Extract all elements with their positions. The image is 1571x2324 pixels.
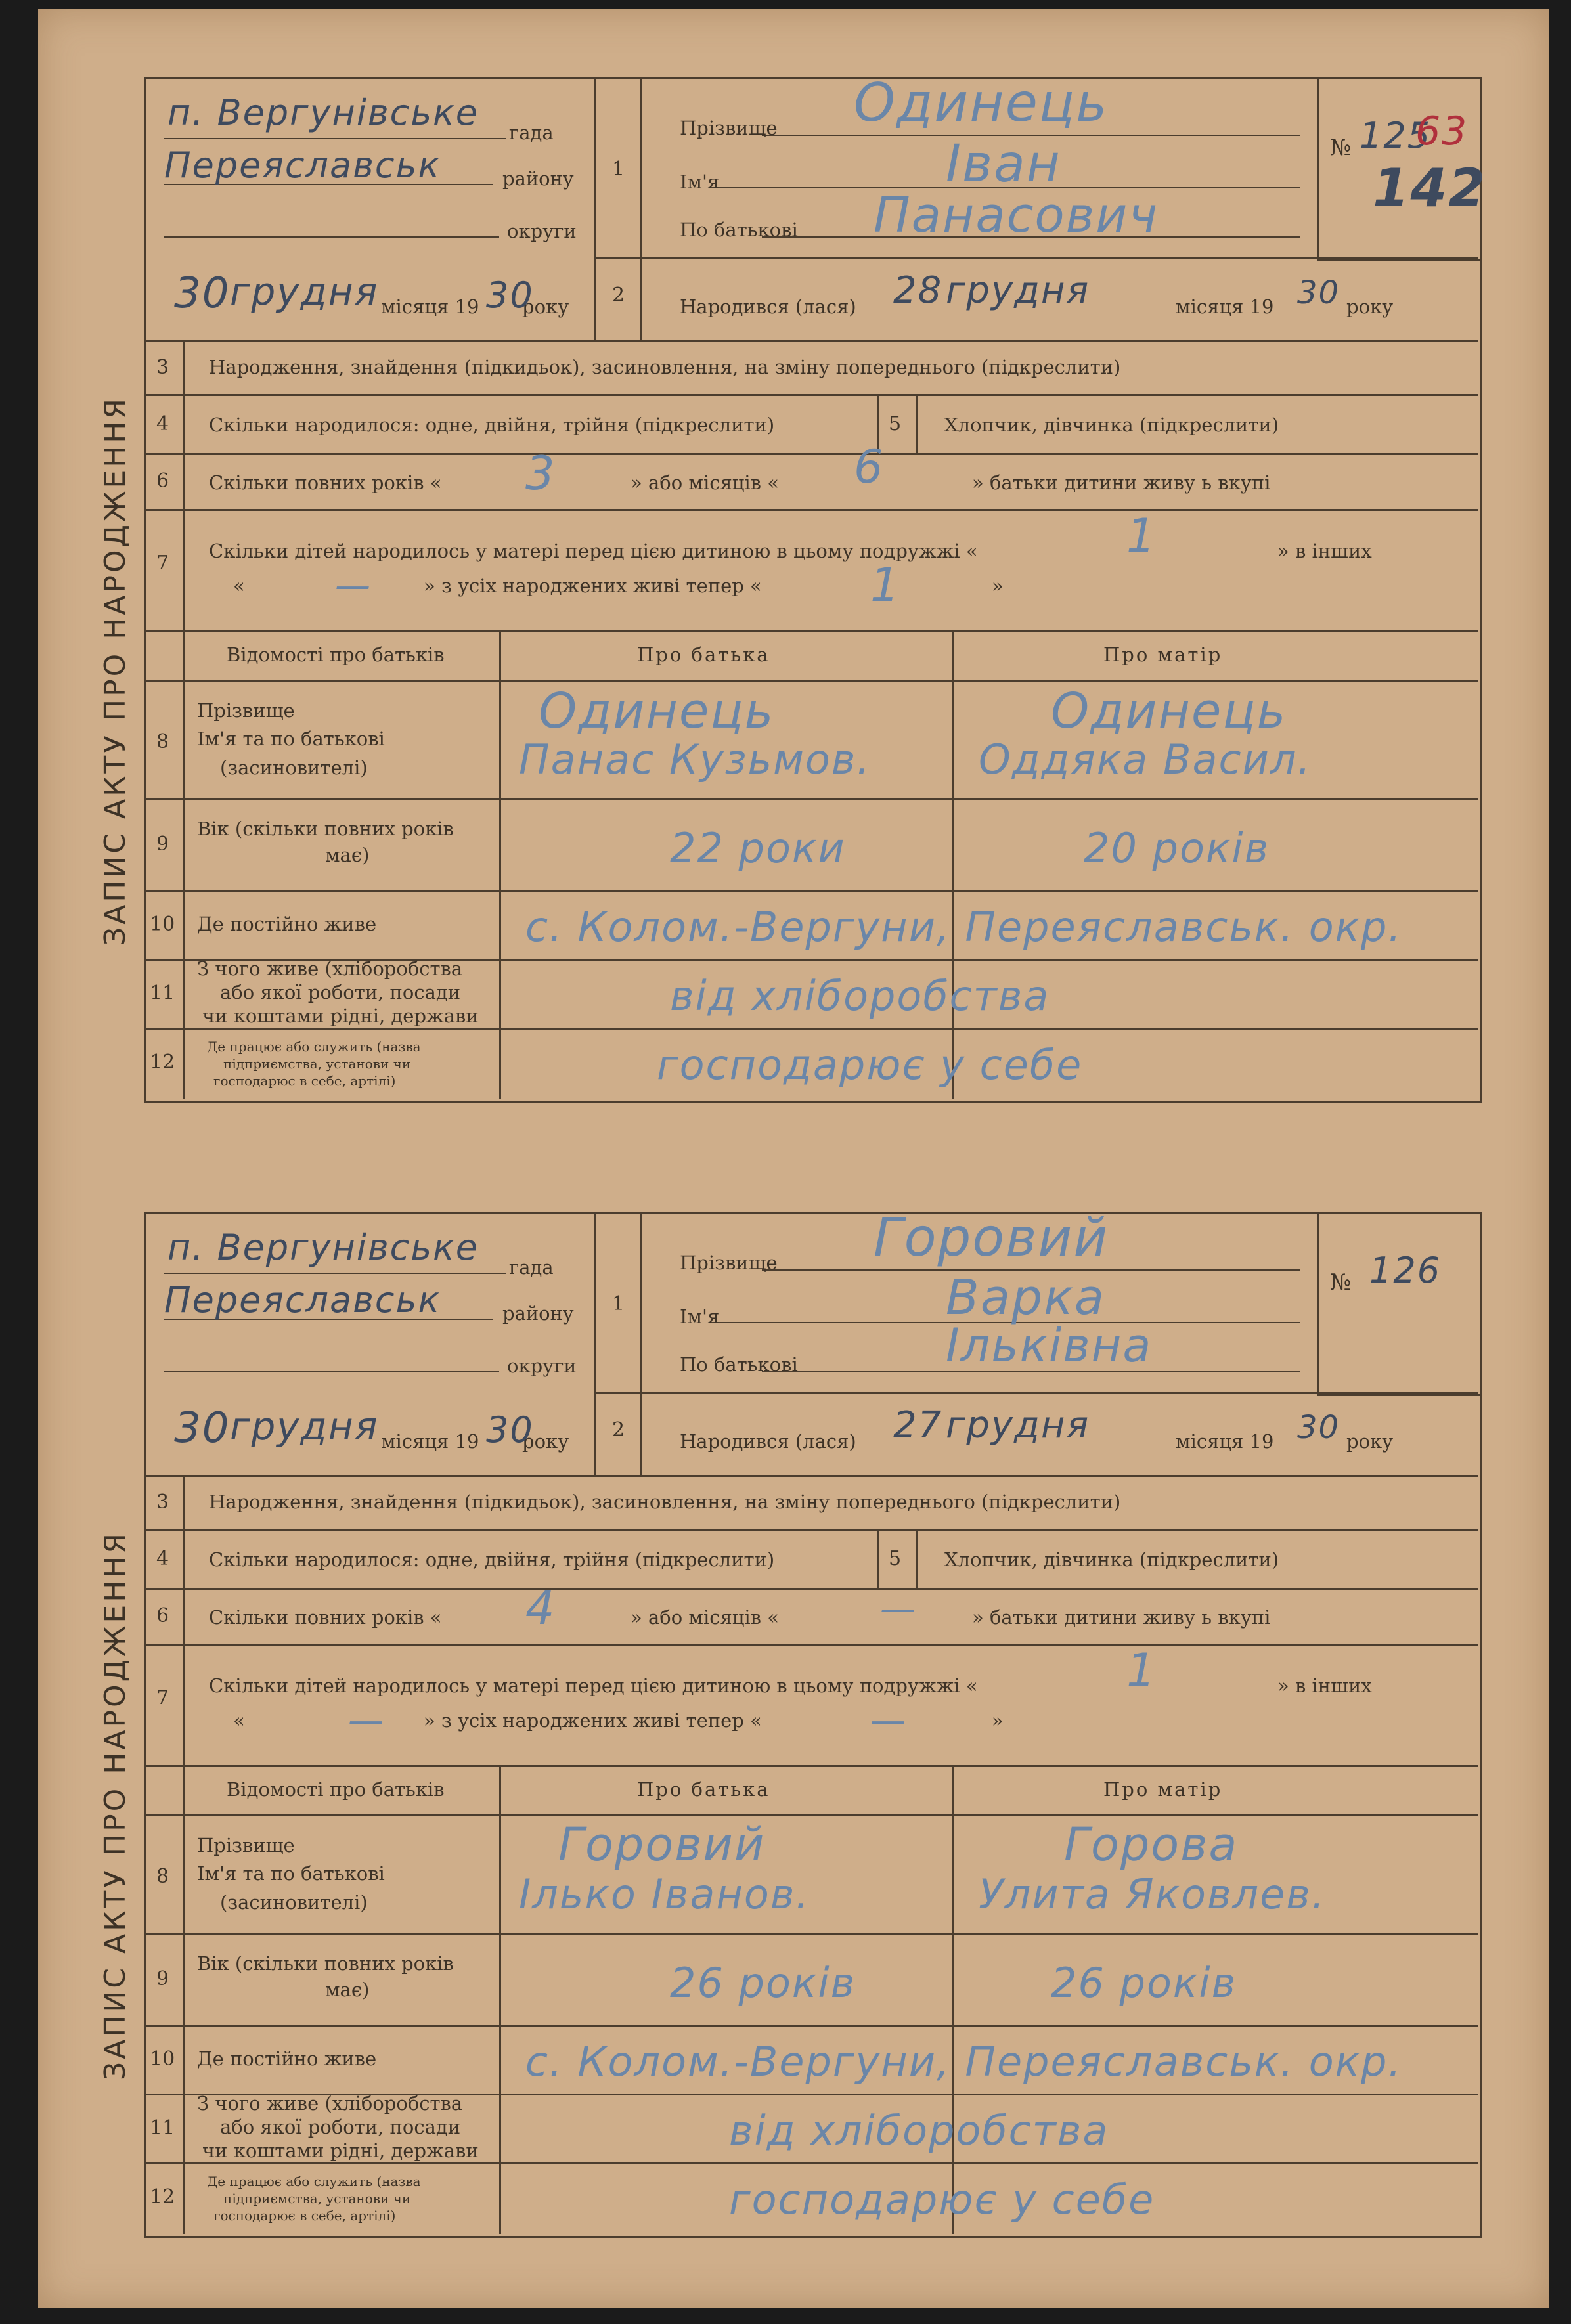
row-number: 12 xyxy=(150,2185,175,2208)
label-okrugy: округи xyxy=(507,1355,577,1377)
hw-mother-surname: Одинець xyxy=(1051,683,1287,739)
row-number: 7 xyxy=(156,552,169,575)
hw-father-surname: Горовий xyxy=(558,1818,766,1872)
hw-number-red: 63 xyxy=(1415,108,1469,154)
hw-alive: — xyxy=(870,1699,907,1741)
hw-place2: Переяславськ xyxy=(164,144,441,186)
label-r8a: Прізвище xyxy=(197,699,295,722)
hw-number-a: 125 xyxy=(1360,115,1432,156)
row-number: 8 xyxy=(156,730,169,753)
label-born: Народився (лася) xyxy=(680,296,856,318)
hw-mother-name: Оддяка Васил. xyxy=(979,735,1312,783)
header-father: Про батька xyxy=(637,1778,770,1801)
row-number: 2 xyxy=(612,1418,625,1441)
hw-reg-day: 30 xyxy=(174,269,231,318)
hw-number-a: 126 xyxy=(1369,1250,1442,1291)
row-number: 5 xyxy=(889,412,902,435)
hw-birth-day: 28 xyxy=(893,269,943,312)
label-row7a: Скільки дітей народилось у матері перед цією дитиною в цьому подружжі « xyxy=(209,1675,978,1697)
label-r8b: Ім'я та по батькові xyxy=(197,1862,385,1885)
row-number: 6 xyxy=(156,470,169,493)
row-number: 4 xyxy=(156,412,169,435)
label-r12c: господарює в себе, артілі) xyxy=(213,2208,396,2224)
label-row7b: » в інших xyxy=(1277,1675,1372,1697)
header-parent-info: Відомості про батьків xyxy=(227,644,445,666)
row-number: 4 xyxy=(156,1547,169,1570)
hw-children-other: — xyxy=(335,565,372,606)
vertical-title: ЗАПИС АКТУ ПРО НАРОДЖЕННЯ xyxy=(99,1531,132,2080)
hw-work: господарює у себе xyxy=(657,1041,1083,1089)
header-mother: Про матір xyxy=(1103,1778,1223,1801)
hw-father-name: Панас Кузьмов. xyxy=(519,735,872,783)
hw-father-age: 26 років xyxy=(670,1959,856,2007)
hw-birth-day: 27 xyxy=(893,1404,943,1447)
label-r9b: має) xyxy=(325,844,370,866)
number-box xyxy=(1317,1212,1482,1396)
hw-surname: Горовий xyxy=(874,1207,1109,1268)
row-number: 8 xyxy=(156,1865,169,1888)
hw-name: Варка xyxy=(946,1269,1106,1326)
label-born: Народився (лася) xyxy=(680,1430,856,1453)
row-number: 6 xyxy=(156,1604,169,1627)
label-row7d: » з усіх народжених живі тепер « xyxy=(424,575,762,597)
label-row7d: » з усіх народжених живі тепер « xyxy=(424,1709,762,1732)
row-number: 1 xyxy=(612,158,625,181)
hw-father-surname: Одинець xyxy=(539,683,775,739)
label-r11c: чи коштами рідні, держави xyxy=(202,2139,479,2162)
hw-place1: п. Вергунівське xyxy=(167,92,479,133)
label-row6a: Скільки повних років « xyxy=(209,1606,442,1629)
label-reg-month: місяця 19 xyxy=(381,296,479,318)
hw-patronymic: Ільківна xyxy=(946,1319,1153,1372)
label-row7c: « xyxy=(233,575,245,597)
hw-reg-day: 30 xyxy=(174,1404,231,1453)
label-row6c: » батьки дитини живу ь вкупі xyxy=(972,1606,1271,1629)
hw-birth-year: 30 xyxy=(1297,274,1340,311)
label-row6a: Скільки повних років « xyxy=(209,471,442,494)
label-raionu: районy xyxy=(502,1302,574,1325)
label-raionu: районy xyxy=(502,167,574,190)
label-reg-year: року xyxy=(522,296,569,318)
label-r11a: З чого живе (хліборобства xyxy=(197,957,463,980)
hw-mother-age: 26 років xyxy=(1051,1959,1237,2007)
hw-residence: с. Колом.-Вергуни, Переяславськ. окр. xyxy=(525,903,1403,951)
label-gada: гада xyxy=(509,121,554,144)
hw-residence: с. Колом.-Вергуни, Переяславськ. окр. xyxy=(525,2038,1403,2086)
hw-number-b: 142 xyxy=(1373,158,1486,219)
label-patronymic: По батькові xyxy=(680,1353,798,1376)
label-row7e: » xyxy=(992,1709,1004,1732)
label-born-year: року xyxy=(1346,1430,1394,1453)
label-r9b: має) xyxy=(325,1979,370,2001)
row-number: 9 xyxy=(156,833,169,856)
row-number: 2 xyxy=(612,284,625,307)
hw-place2: Переяславськ xyxy=(164,1279,441,1321)
header-parent-info: Відомості про батьків xyxy=(227,1778,445,1801)
label-row4: Скільки народилося: одне, двійня, трійня (підкреслити) xyxy=(209,414,775,436)
vertical-title: ЗАПИС АКТУ ПРО НАРОДЖЕННЯ xyxy=(99,396,132,946)
label-born-month: місяця 19 xyxy=(1176,296,1274,318)
label-row3: Народження, знайдення (підкидьок), засиновлення, на зміну попереднього (підкреслити) xyxy=(209,356,1121,378)
label-name: Ім'я xyxy=(680,171,720,193)
row-number: 9 xyxy=(156,1967,169,1990)
label-number: № xyxy=(1330,135,1352,161)
label-row6c: » батьки дитини живу ь вкупі xyxy=(972,471,1271,494)
hw-work: господарює у себе xyxy=(729,2176,1155,2224)
label-r11b: або якої роботи, посади xyxy=(220,2116,461,2138)
hw-income: від хліборобства xyxy=(729,2107,1109,2155)
label-row6b: » або місяців « xyxy=(631,471,779,494)
label-row7e: » xyxy=(992,575,1004,597)
label-r12b: підприємства, установи чи xyxy=(223,2191,411,2206)
hw-patronymic: Панасович xyxy=(874,187,1159,244)
row-number: 3 xyxy=(156,1491,169,1514)
label-surname: Прізвище xyxy=(680,117,778,139)
hw-reg-month: грудня xyxy=(230,269,379,314)
label-r8c: (засиновителі) xyxy=(220,1891,368,1914)
hw-reg-year: 30 xyxy=(486,1409,534,1451)
label-r12c: господарює в себе, артілі) xyxy=(213,1073,396,1089)
hw-children-before: 1 xyxy=(1126,1644,1157,1698)
label-r8b: Ім'я та по батькові xyxy=(197,728,385,750)
label-r9a: Вік (скільки повних років xyxy=(197,818,454,840)
hw-mother-surname: Горова xyxy=(1064,1818,1239,1872)
label-r11c: чи коштами рідні, держави xyxy=(202,1005,479,1027)
row-number: 11 xyxy=(150,2116,175,2139)
row-number: 10 xyxy=(150,913,175,936)
label-reg-year: року xyxy=(522,1430,569,1453)
label-row7a: Скільки дітей народилось у матері перед цією дитиною в цьому подружжі « xyxy=(209,540,978,562)
header-father: Про батька xyxy=(637,644,770,666)
hw-years: 3 xyxy=(525,447,556,500)
hw-years: 4 xyxy=(525,1581,556,1635)
label-r9a: Вік (скільки повних років xyxy=(197,1952,454,1975)
label-born-month: місяця 19 xyxy=(1176,1430,1274,1453)
hw-months: — xyxy=(880,1588,917,1629)
label-r12a: Де працює або служить (назва xyxy=(207,1039,421,1055)
hw-mother-name: Улита Яковлев. xyxy=(979,1870,1326,1918)
hw-birth-month: грудня xyxy=(946,269,1090,312)
label-r12a: Де працює або служить (назва xyxy=(207,2174,421,2189)
hw-children-before: 1 xyxy=(1126,509,1157,563)
label-gada: гада xyxy=(509,1256,554,1279)
hw-reg-month: грудня xyxy=(230,1404,379,1449)
hw-income: від хліборобства xyxy=(670,972,1050,1020)
label-r8c: (засиновителі) xyxy=(220,756,368,779)
label-reg-month: місяця 19 xyxy=(381,1430,479,1453)
label-row7c: « xyxy=(233,1709,245,1732)
row-number: 7 xyxy=(156,1686,169,1709)
label-r12b: підприємства, установи чи xyxy=(223,1056,411,1072)
header-mother: Про матір xyxy=(1103,644,1223,666)
row-number: 11 xyxy=(150,982,175,1005)
hw-birth-month: грудня xyxy=(946,1404,1090,1447)
label-okrugy: округи xyxy=(507,220,577,242)
row-number: 1 xyxy=(612,1292,625,1315)
label-born-year: року xyxy=(1346,296,1394,318)
label-patronymic: По батькові xyxy=(680,219,798,241)
label-row6b: » або місяців « xyxy=(631,1606,779,1629)
hw-birth-year: 30 xyxy=(1297,1409,1340,1446)
hw-surname: Одинець xyxy=(854,72,1109,133)
label-row5: Хлопчик, дівчинка (підкреслити) xyxy=(944,1548,1279,1571)
label-r10: Де постійно живе xyxy=(197,913,377,935)
label-row7b: » в інших xyxy=(1277,540,1372,562)
hw-mother-age: 20 років xyxy=(1084,824,1270,872)
hw-place1: п. Вергунівське xyxy=(167,1227,479,1268)
label-r11a: З чого живе (хліборобства xyxy=(197,2092,463,2115)
label-row3: Народження, знайдення (підкидьок), засиновлення, на зміну попереднього (підкреслити) xyxy=(209,1491,1121,1513)
hw-father-age: 22 роки xyxy=(670,824,846,872)
hw-alive: 1 xyxy=(870,558,901,612)
hw-reg-year: 30 xyxy=(486,274,534,316)
row-number: 12 xyxy=(150,1051,175,1074)
row-number: 5 xyxy=(889,1547,902,1570)
hw-months: 6 xyxy=(854,440,885,494)
label-r8a: Прізвище xyxy=(197,1834,295,1856)
row-number: 3 xyxy=(156,356,169,379)
label-r10: Де постійно живе xyxy=(197,2048,377,2070)
label-row4: Скільки народилося: одне, двійня, трійня (підкреслити) xyxy=(209,1548,775,1571)
row-number: 10 xyxy=(150,2048,175,2071)
label-r11b: або якої роботи, посади xyxy=(220,981,461,1003)
hw-father-name: Ілько Іванов. xyxy=(519,1870,810,1918)
label-name: Ім'я xyxy=(680,1305,720,1328)
label-row5: Хлопчик, дівчинка (підкреслити) xyxy=(944,414,1279,436)
hw-name: Іван xyxy=(946,135,1061,194)
hw-children-other: — xyxy=(348,1699,385,1741)
label-number: № xyxy=(1330,1269,1352,1296)
label-surname: Прізвище xyxy=(680,1252,778,1274)
